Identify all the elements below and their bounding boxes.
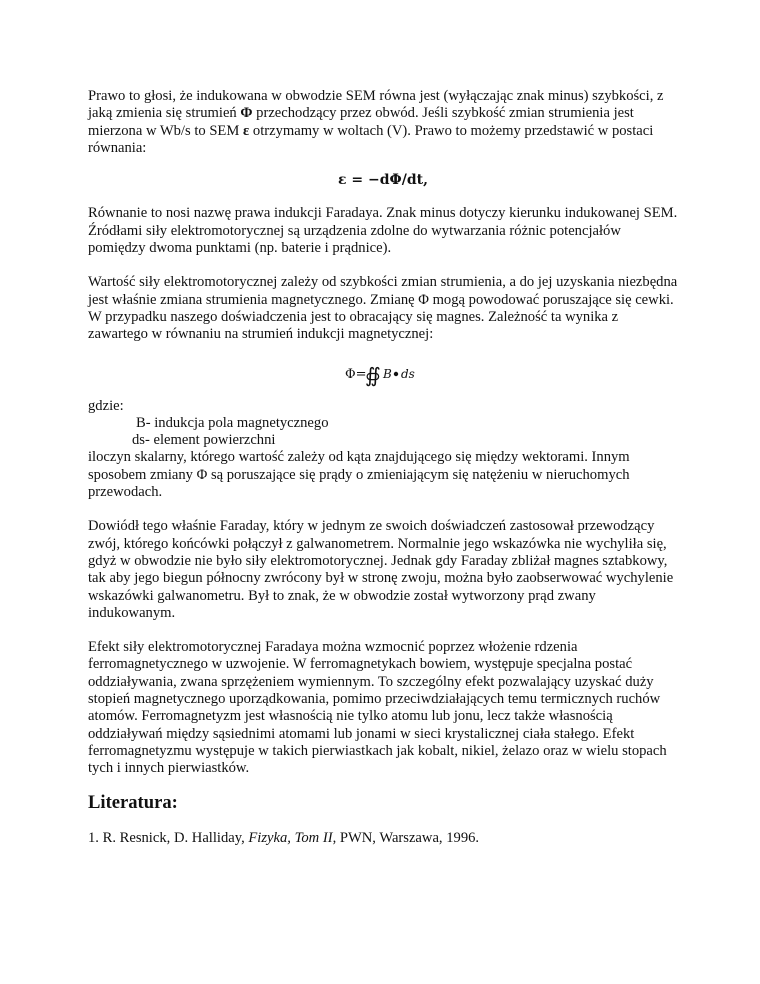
definition-b: B- indukcja pola magnetycznego <box>136 414 329 431</box>
svg-text:ds: ds <box>401 366 415 381</box>
paragraph-ferromagnetism: Efekt siły elektromotorycznej Faradaya można wzmocnić poprzez włożenie rdzenia ferromagnetycznego w uzwojenie. W ferromagnetykach bowiem, występuje specjalna postać oddziaływania, zwana sprzężeniem wymiennym. To szczególny efekt pozwalający uzyskać duży stopień magnetycznego uporządkowania, pomimo przeciwdziałających temu termicznych ruchów atomów. Ferromagnetyzm jest własnością nie tylko atomu lub jonu, lecz także własnością oddziaływań między sąsiednimi atomami lub jonami w sieci krystalicznej ciała stałego. Efekt ferromagnetyzmu występuje w takich pierwiastkach jak kobalt, nikiel, żelazo oraz w wielu stopach tych i innych pierwiastków. <box>88 639 667 777</box>
paragraph-text: przechodzący przez obwód. Jeśli szybkość zmian strumienia jest mierzona w Wb/s to SEM <box>88 105 634 139</box>
svg-text:B: B <box>383 366 392 381</box>
flux-integral-image <box>343 360 423 392</box>
paragraph-equation-name: Równanie to nosi nazwę prawa indukcji Faradaya. Znak minus dotyczy kierunku indukowanej SEM. <box>88 205 678 222</box>
epsilon-symbol: ε <box>242 122 250 139</box>
literature-heading: Literatura: <box>88 791 178 813</box>
reference-publisher: , PWN, Warszawa, 1996. <box>332 829 480 846</box>
paragraph-text: otrzymamy w woltach (V). Prawo to możemy przedstawić w postaci równania: <box>88 122 654 156</box>
paragraph-scalar-product: iloczyn skalarny, którego wartość zależy od kąta znajdującego się między wektorami. Innym sposobem zmiany Φ są poruszające się prądy o zmieniającym się natężeniu w nieruchomych przewodach. <box>88 449 630 501</box>
reference-title: Fizyka, Tom II <box>248 829 333 846</box>
phi-symbol: Φ <box>240 105 253 122</box>
paragraph-emf-value: Wartość siły elektromotorycznej zależy od szybkości zmian strumienia, a do jej uzyskania niezbędna jest właśnie zmiana strumienia magnetycznego. Zmianę Φ mogą powodować poruszające się cewki. W przypadku naszego doświadczenia jest to obracający się magnes. Zależność ta wynika z zawartego w równaniu na strumień indukcji magnetycznej: <box>88 274 678 343</box>
svg-text:∯: ∯ <box>365 362 381 387</box>
paragraph-emf-sources: Źródłami siły elektromotorycznej są urządzenia zdolne do wytwarzania różnic potencjałów pomiędzy dwoma punktami (np. baterie i prądnice). <box>88 222 621 257</box>
document-page <box>88 88 678 847</box>
reference-item <box>88 830 678 847</box>
flux-integral-equation <box>88 360 678 392</box>
reference-authors: 1. R. Resnick, D. Halliday, <box>88 829 245 846</box>
faraday-equation: ε = −dΦ/dt, <box>338 172 428 189</box>
paragraph-text: Prawo to głosi, że indukowana w obwodzie SEM równa jest (wyłączając znak minus) szybkości, z jaką zmienia się strumień <box>88 88 664 122</box>
svg-text:Φ=: Φ= <box>345 366 367 382</box>
paragraph-faraday-law <box>88 88 678 157</box>
definition-ds: ds- element powierzchni <box>132 432 276 449</box>
paragraph-faraday-experiment: Dowiódł tego właśnie Faraday, który w jednym ze swoich doświadczeń zastosował przewodzący zwój, którego końcówki połączył z galwanometrem. Normalnie jego wskazówka nie wychyliła się, gdyż w obwodzie nie było siły elektromotorycznej. Jednak gdy Faraday zbliżał magnes sztabkowy, tak aby jego biegun północny zwrócony był w stronę zwoju, można było zaobserwować wychylenie wskazówki galwanometru. Był to znak, że w obwodzie został wytworzony prąd zwany indukowanym. <box>88 518 674 621</box>
gdzie-label: gdzie: <box>88 397 124 414</box>
